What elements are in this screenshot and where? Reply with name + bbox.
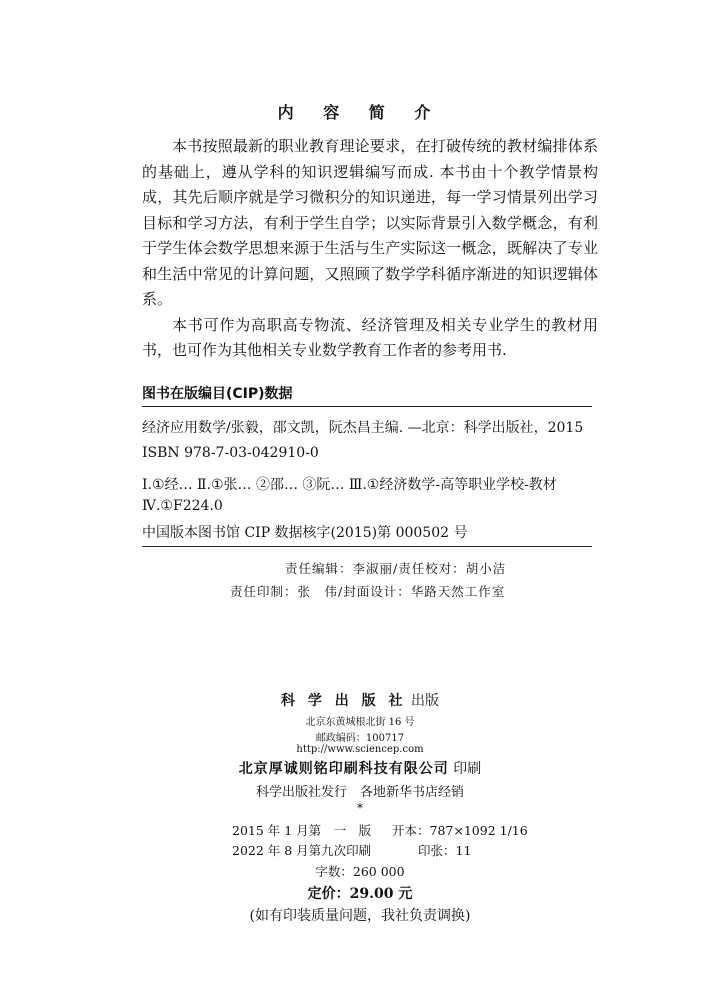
intro-paragraph-2: 本书可作为高职高专物流、经济管理及相关专业学生的教材用书，也可作为其他相关专业数学教育工作者的参考用书.	[142, 315, 598, 359]
page-format: 开本：787×1092 1/16	[392, 823, 528, 838]
staff-printing-cover-design: 责任印制：张 伟/封面设计：华路天然工作室	[230, 584, 506, 599]
publisher-suffix: 出版	[410, 693, 439, 709]
cip-record-number: 中国版本图书馆 CIP 数据核字(2015)第 000502 号	[142, 525, 468, 541]
quality-note: (如有印装质量问题，我社负责调换)	[249, 908, 471, 924]
publisher-address: 北京东黄城根北街 16 号	[305, 717, 415, 728]
printing-info: 2022 年 8 月第九次印刷	[232, 843, 372, 858]
distribution-line: 科学出版社发行 各地新华书店经销	[255, 785, 464, 800]
intro-title: 内 容 简 介	[277, 103, 443, 122]
cip-classification-line-1: Ⅰ.①经… Ⅱ.①张… ②邵… ③阮… Ⅲ.①经济数学-高等职业学校-教材	[142, 477, 557, 493]
publisher-url: http://www.sciencep.com	[296, 744, 424, 755]
cip-isbn: ISBN 978-7-03-042910-0	[142, 445, 319, 461]
printer-name: 北京厚诚则铭印刷科技有限公司	[238, 761, 449, 777]
word-count: 字数：260 000	[315, 864, 405, 879]
first-edition: 2015 年 1 月第 一 版	[232, 823, 372, 838]
intro-body	[142, 134, 598, 364]
cip-top-rule	[142, 406, 592, 407]
printer-line	[0, 758, 720, 778]
publisher-name: 科 学 出 版 社	[281, 693, 407, 709]
price: 定价：29.00 元	[307, 886, 413, 902]
cip-bottom-rule	[142, 546, 592, 547]
publisher-postcode: 邮政编码：100717	[315, 733, 405, 744]
printer-suffix: 印刷	[453, 761, 482, 777]
cip-entry: 经济应用数学/张毅，邵文凯，阮杰昌主编. —北京：科学出版社，2015	[142, 420, 584, 436]
divider-star: *	[357, 801, 363, 815]
staff-editor-proofreader: 责任编辑：李淑丽/责任校对：胡小洁	[285, 561, 507, 576]
intro-paragraph-1: 本书按照最新的职业教育理论要求，在打破传统的教材编排体系的基础上，遵从学科的知识逻辑编写而成. 本书由十个教学情景构成，其先后顺序就是学习微积分的知识递进，每一学习情景列出学习目标和学习方法，有利于学生自学；以实际背景引入数学概念，有利于学生体会数学思想来源于生活与生产实际这一概念，既解决了专业和生活中常见的计算问题，又照顾了数学学科循序渐进的知识逻辑体系。	[142, 137, 598, 308]
printed-sheets: 印张：11	[418, 843, 472, 858]
publisher-line	[0, 690, 720, 710]
cip-heading: 图书在版编目(CIP)数据	[142, 386, 293, 402]
cip-classification-line-2: Ⅳ.①F224.0	[142, 498, 223, 514]
